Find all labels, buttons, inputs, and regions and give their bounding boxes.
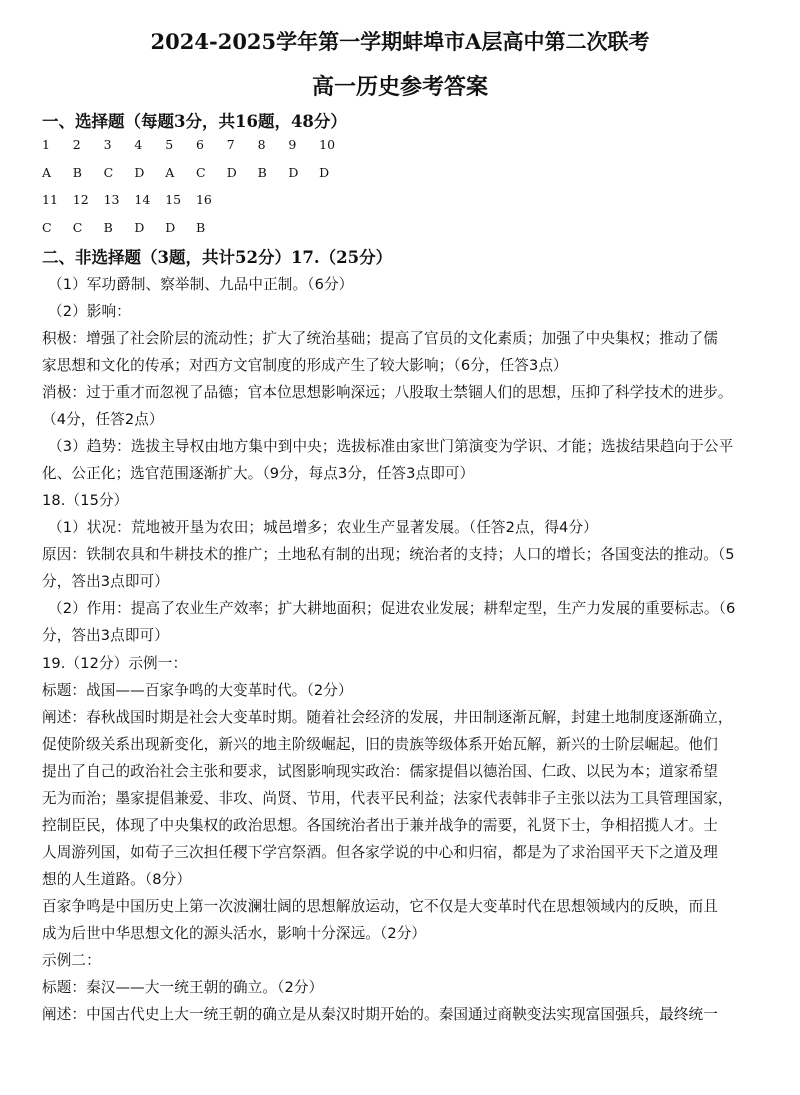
answer-line: 控制臣民，体现了中央集权的政治思想。各国统治者出于兼并战争的需要，礼贤下士，争相招揽人才。士 <box>42 817 718 834</box>
answer-line: 阐述：春秋战国时期是社会大变革时期。随着社会经济的发展，井田制逐渐瓦解，封建土地制度逐渐确立， <box>42 709 733 726</box>
question-number: 4 <box>134 137 143 152</box>
answer-line: 无为而治；墨家提倡兼爱、非攻、尚贤、节用，代表平民利益；法家代表韩非子主张以法为工具管理国家， <box>42 790 733 807</box>
question-number: 15 <box>165 192 182 207</box>
answer-row-numbers-2 <box>42 192 227 207</box>
section1-heading: 一、选择题（每题3分，共16题，48分） <box>42 112 347 131</box>
answer-line: （1）状况：荒地被开垦为农田；城邑增多；农业生产显著发展。（任答2点，得4分） <box>48 519 598 536</box>
answer-letter: A <box>42 165 52 180</box>
page-subtitle: 高一历史参考答案 <box>311 74 488 100</box>
question-number: 13 <box>103 192 120 207</box>
answer-line: 人周游列国，如荀子三次担任稷下学宫祭酒。但各家学说的中心和归宿，都是为了求治国平天下之道及理 <box>42 844 718 861</box>
answer-letter: B <box>103 220 113 235</box>
answer-line: 标题：秦汉——大一统王朝的确立。（2分） <box>42 979 324 996</box>
page-title: 2024-2025学年第一学期蚌埠市A层高中第二次联考 <box>150 29 650 54</box>
answer-line: 积极：增强了社会阶层的流动性；扩大了统治基础；提高了官员的文化素质；加强了中央集权；推动了儒 <box>42 330 718 347</box>
answer-letter: B <box>257 165 267 180</box>
answer-letter: D <box>226 165 237 180</box>
question-number: 1 <box>42 137 50 152</box>
question-number: 7 <box>226 137 235 152</box>
question-number: 8 <box>257 137 266 152</box>
answer-line: （3）趋势：选拔主导权由地方集中到中央；选拔标准由家世门第演变为学识、才能；选拔结果趋向于公平 <box>48 438 734 455</box>
answer-letter: B <box>195 220 206 235</box>
answer-letter: B <box>72 165 82 180</box>
question-number: 5 <box>165 137 174 152</box>
answer-line: 示例二： <box>42 952 101 969</box>
question-number: 16 <box>195 192 212 207</box>
answer-row-numbers-1 <box>42 137 350 152</box>
answer-letter: C <box>72 220 83 235</box>
answer-line: 化、公正化；选官范围逐渐扩大。（9分，每点3分，任答3点即可） <box>42 465 475 482</box>
answer-line: 百家争鸣是中国历史上第一次波澜壮阔的思想解放运动，它不仅是大变革时代在思想领域内的反映，而且 <box>42 898 718 915</box>
answer-line: （1）军功爵制、察举制、九品中正制。（6分） <box>48 276 354 293</box>
question-number: 2 <box>72 137 81 152</box>
answer-letter: C <box>195 165 206 180</box>
answer-line: 想的人生道路。（8分） <box>42 871 192 888</box>
question-number: 9 <box>288 137 297 152</box>
answer-row-answers-2 <box>42 220 227 235</box>
answer-line: 促使阶级关系出现新变化，新兴的地主阶级崛起，旧的贵族等级体系开始瓦解，新兴的士阶层崛起。他们 <box>42 736 718 753</box>
answer-line: （4分，任答2点） <box>42 411 164 428</box>
answer-letter: D <box>134 220 145 235</box>
answer-line: 分，答出3点即可） <box>42 627 169 644</box>
answer-line: 提出了自己的政治社会主张和要求，试图影响现实政治：儒家提倡以德治国、仁政、以民为本；道家希望 <box>42 763 718 780</box>
answer-letter: D <box>134 165 145 180</box>
answer-line: 19.（12分）示例一： <box>42 655 188 672</box>
question-number: 12 <box>72 192 89 207</box>
answer-line: 标题：战国——百家争鸣的大变革时代。（2分） <box>42 682 353 699</box>
answer-letter: C <box>103 165 114 180</box>
answer-line: 消极：过于重才而忽视了品德；官本位思想影响深远；八股取士禁锢人们的思想，压抑了科学技术的进步。 <box>42 384 733 401</box>
answer-line: （2）作用：提高了农业生产效率；扩大耕地面积；促进农业发展；耕犁定型，生产力发展的重要标志。（6 <box>48 600 736 617</box>
answer-letter: D <box>319 165 330 180</box>
answer-letter: D <box>288 165 299 180</box>
answer-line: （2）影响： <box>48 303 131 320</box>
answer-row-answers-1 <box>42 165 350 180</box>
answer-letter: A <box>165 165 175 180</box>
answer-letter: C <box>42 220 52 235</box>
answer-line: 分，答出3点即可） <box>42 573 169 590</box>
section2-heading: 二、非选择题（3题，共计52分）17.（25分） <box>42 248 393 267</box>
answer-letter: D <box>165 220 176 235</box>
question-number: 11 <box>42 192 58 207</box>
answer-line: 原因：铁制农具和牛耕技术的推广；土地私有制的出现；统治者的支持；人口的增长；各国变法的推动。（5 <box>42 546 735 563</box>
question-number: 6 <box>195 137 204 152</box>
answer-line: 成为后世中华思想文化的源头活水，影响十分深远。（2分） <box>42 925 427 942</box>
question-number: 14 <box>134 192 151 207</box>
question-number: 10 <box>319 137 336 152</box>
answer-line: 18.（15分） <box>42 492 129 509</box>
answer-line: 家思想和文化的传承；对西方文官制度的形成产生了较大影响；（6分，任答3点） <box>42 357 568 374</box>
question-number: 3 <box>103 137 112 152</box>
answer-line: 阐述：中国古代史上大一统王朝的确立是从秦汉时期开始的。秦国通过商鞅变法实现富国强兵，最终统一 <box>42 1006 718 1023</box>
